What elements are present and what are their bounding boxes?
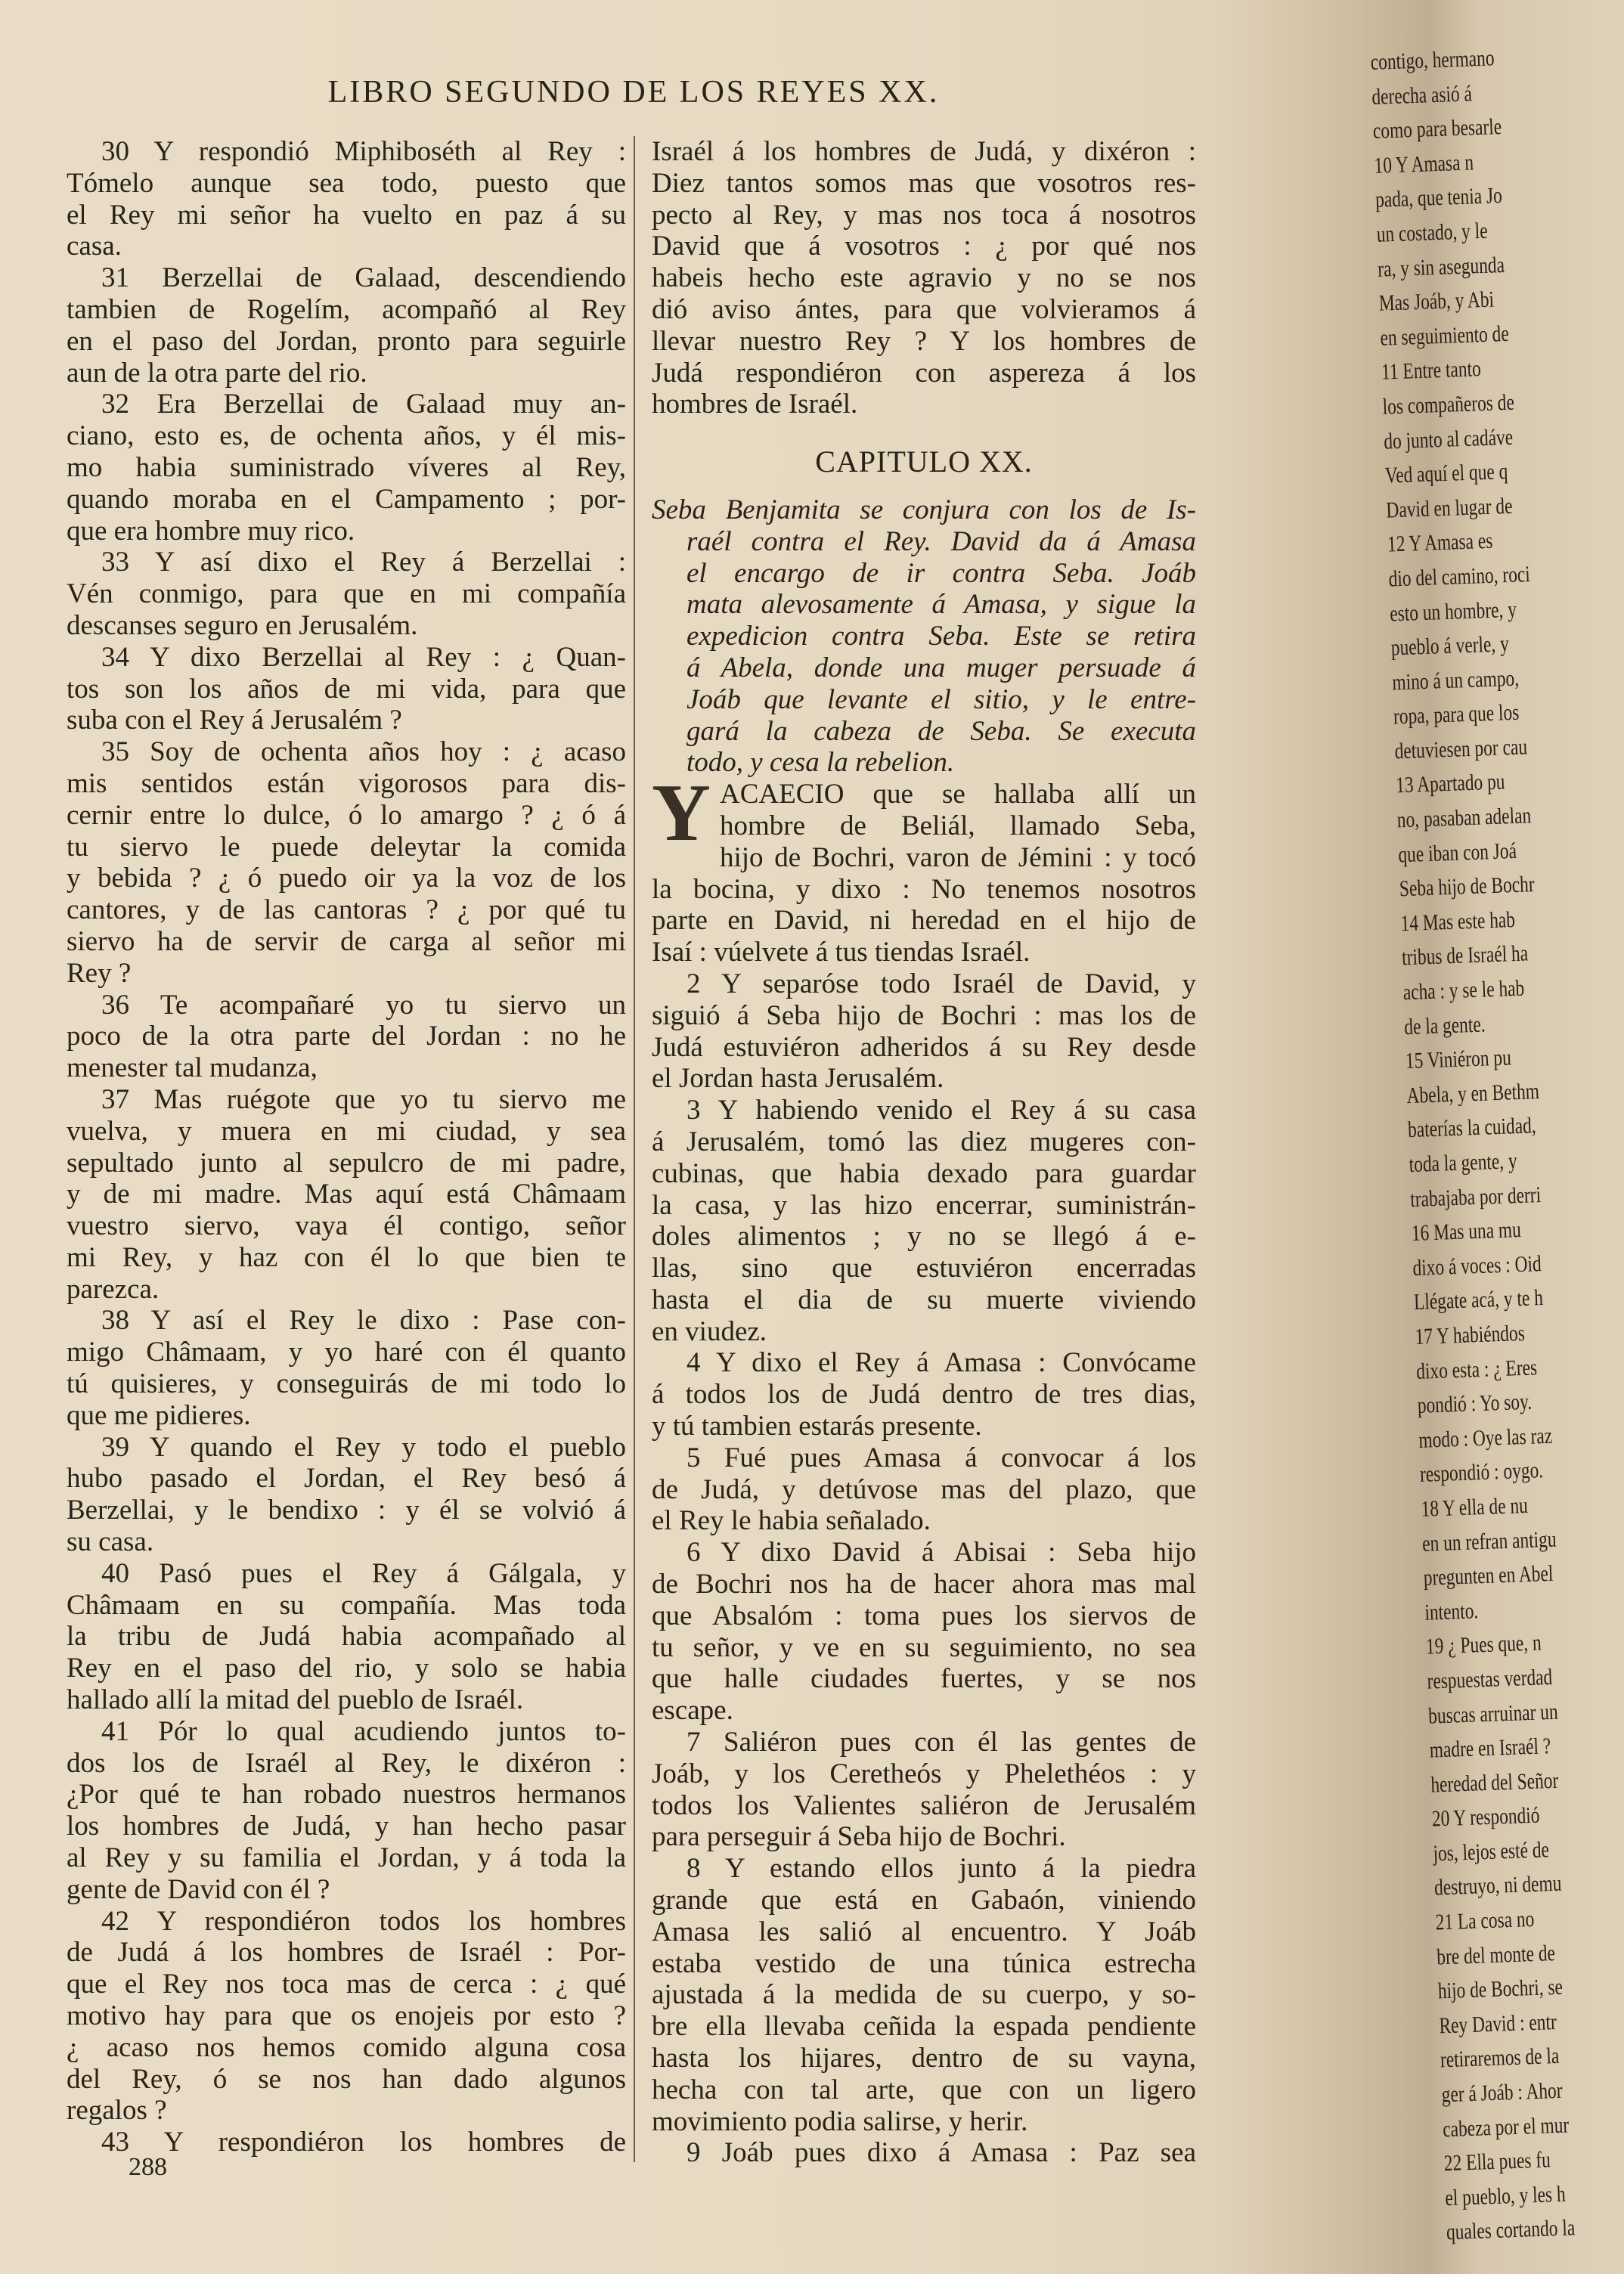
text-line: Abela, y en Bethm [1406,1078,1540,1108]
text-line: movimiento podia salirse, y herir. [652,2105,1028,2137]
text-line: estaba vestido de una túnica estrecha [652,1947,1196,1979]
text-line: habeis hecho este agravio y no se nos [652,262,1196,294]
text-line: Seba Benjamita se conjura con los de Is- [652,494,1196,525]
text-line: suba con el Rey á Jerusalém ? [67,705,402,736]
verse-paragraph [652,1347,1196,1442]
verse-paragraph [67,1305,626,1431]
text-line: 7 Saliéron pues con él las gentes de [686,1727,1196,1758]
text-line: derecha asió á [1371,80,1473,110]
text-line: 41 Pór lo qual acudiendo juntos to- [101,1715,626,1747]
text-line: quando moraba en el Campamento ; por- [67,483,626,515]
chapter-title: CAPITULO XX. [815,445,1033,479]
text-line: el Jordan hasta Jerusalém. [652,1063,944,1095]
text-line: pada, que tenia Jo [1375,183,1503,213]
text-line: Berzellai, y le bendixo : y él se volvió á [67,1495,626,1526]
text-line: 20 Y respondió [1431,1802,1540,1832]
first-verse-paragraph [652,768,1196,968]
text-line: dixo á voces : Oid [1412,1250,1542,1281]
chapter-summary [652,494,1196,779]
text-line: ciano, esto es, de ochenta años, y él mis- [67,420,626,452]
facing-page-fragment [1370,39,1624,2250]
text-line: todo, y cesa la rebelion. [686,747,955,779]
text-line: Isaí : vúelvete á tus tiendas Israél. [652,937,1030,968]
text-line: Rey ? [67,957,132,989]
text-line: no, pasaban adelan [1396,803,1532,833]
text-line: ger á Joáb : Ahor [1441,2077,1564,2108]
text-line: bre ella llevaba ceñida la espada pendiente [652,2011,1196,2043]
text-line: hombres de Israél. [652,389,858,420]
text-line: retiraremos de la [1440,2043,1560,2073]
verse-paragraph [67,736,626,989]
text-line: 32 Era Berzellai de Galaad muy an- [101,389,626,420]
verse-paragraph [652,1537,1196,1727]
verse-paragraph [652,2137,1196,2169]
text-line: ropa, para que los [1393,699,1520,730]
verse-paragraph [67,642,626,736]
text-line: en el paso del Jordan, pronto para seguirle [67,325,626,357]
text-line: ¿ acaso nos hemos comido alguna cosa [67,2031,626,2063]
text-line: Judá estuviéron adheridos á su Rey desde [652,1031,1196,1063]
text-line: la bocina, y dixo : No tenemos nosotros [652,873,1196,905]
text-line: que halle ciudades fuertes, y se nos [652,1663,1196,1695]
text-line: el encargo de ir contra Seba. Joáb [686,557,1196,589]
text-line: 14 Mas este hab [1399,906,1516,937]
text-line: ACAECIO que se hallaba allí un [720,779,1196,810]
verse-paragraph [67,1084,626,1306]
text-line: contigo, hermano [1370,45,1495,75]
verse-paragraph [652,1727,1196,1853]
text-line: tos son los años de mi vida, para que [67,673,626,705]
text-line: 35 Soy de ochenta años hoy : ¿ acaso [101,736,626,768]
text-line: gente de David con él ? [67,1873,330,1905]
text-line: baterías la cuidad, [1407,1113,1537,1143]
text-line: modo : Oye las raz [1418,1423,1553,1453]
text-line: cantores, y de las cantoras ? ¿ por qué tu [67,894,626,926]
text-line: llas, sino que estuviéron encerradas [652,1253,1196,1284]
text-line: grande que está en Gabaón, viniendo [652,1885,1196,1916]
text-line: trabajaba por derri [1409,1182,1542,1212]
text-line: bre del monte de [1436,1940,1556,1970]
text-line: tú quisieres, y conseguirás de mi todo lo [67,1368,626,1400]
verse-paragraph [67,1906,626,2127]
text-line: Diez tantos somos mas que vosotros res- [652,167,1196,199]
text-line: en viudez. [652,1315,767,1347]
text-line: 13 Apartado pu [1395,769,1505,798]
text-line: ajustada á la medida de su cuerpo, y so- [652,1979,1196,2011]
text-line: hasta los hijares, dentro de su vayna, [652,2043,1196,2074]
text-line: Châmaam en su compañía. Mas toda [67,1589,626,1621]
text-line: heredad del Señor [1430,1767,1559,1798]
text-line: acha : y se le hab [1402,975,1525,1005]
text-line: escape. [652,1695,733,1727]
text-line: Amasa les salió al encuentro. Y Joáb [652,1916,1196,1947]
text-line: que Absalóm : toma pues los siervos de [652,1600,1196,1631]
verse-paragraph [67,547,626,641]
text-line: mata alevosamente á Amasa, y sigue la [686,589,1196,621]
text-line: 30 Y respondió Miphiboséth al Rey : [101,136,626,167]
text-line: que iban con Joá [1397,838,1517,867]
text-line: 39 Y quando el Rey y todo el pueblo [101,1431,626,1463]
text-line: Vén conmigo, para que en mi compañía [67,578,626,610]
text-line: á Abela, donde una muger persuade á [686,652,1196,683]
text-line: David en lugar de [1385,493,1513,523]
text-line: hasta el dia de su muerte viviendo [652,1284,1196,1315]
text-line: migo Châmaam, y yo haré con él quanto [67,1337,626,1368]
text-line: buscas arruinar un [1427,1699,1559,1729]
text-line: Rey en el paso del rio, y solo se habia [67,1653,626,1684]
text-line: quales cortando la [1446,2215,1576,2245]
text-line: siervo ha de servir de carga al señor mi [67,925,626,957]
text-line: la casa, y las hizo encerrar, suministrán- [652,1189,1196,1221]
text-line: tu señor, y ve en su seguimiento, no sea [652,1631,1196,1663]
text-line: casa. [67,231,122,262]
continuation-paragraph [652,136,1196,420]
text-line: descanses seguro en Jerusalém. [67,609,418,641]
verse-paragraph [67,1716,626,1906]
text-line: hombre de Beliál, llamado Seba, [720,810,1196,841]
text-line: á todos los de Judá dentro de tres dias, [652,1379,1196,1411]
text-line: gará la cabeza de Seba. Se executa [686,715,1196,747]
text-line: Joáb que levante el sitio, y le entre- [686,683,1196,715]
text-line: Tómelo aunque sea todo, puesto que [67,167,626,199]
text-line: motivo hay para que os enojeis por esto ? [67,2000,626,2032]
text-line: 19 ¿ Pues que, n [1425,1630,1542,1660]
text-line: á Jerusalém, tomó las diez mugeres con- [652,1126,1196,1157]
text-line: poco de la otra parte del Jordan : no he [67,1021,626,1052]
text-line: que era hombre muy rico. [67,515,355,547]
text-line: parezca. [67,1273,160,1305]
text-line: ¿Por qué te han robado nuestros hermanos [67,1779,626,1811]
text-line: 16 Mas una mu [1411,1217,1522,1247]
text-line: tribus de Israél ha [1401,940,1529,971]
text-line: Seba hijo de Bochr [1399,872,1536,902]
text-line: tu siervo le puede deleytar la comida [67,831,626,863]
text-line: que el Rey nos toca mas de cerca : ¿ qué [67,1969,626,2000]
text-line: pecto al Rey, y mas nos toca á nosotros [652,199,1196,231]
text-line: siguió á Seba hijo de Bochri : mas los de [652,999,1196,1031]
verse-paragraph [652,968,1196,1095]
text-line: Ved aquí el que q [1384,459,1508,488]
text-line: 42 Y respondiéron todos los hombres [101,1905,626,1937]
text-line: hijo de Bochri, varon de Jémini : y tocó [720,841,1196,873]
text-line: 37 Mas ruégote que yo tu siervo me [101,1083,626,1115]
text-line: parte en David, ni heredad en el hijo de [652,905,1196,937]
text-line: 36 Te acompañaré yo tu siervo un [101,989,626,1021]
text-line: del Rey, ó se nos han dado algunos [67,2063,626,2095]
text-line: Israél á los hombres de Judá, y dixéron : [652,136,1196,167]
text-line: respondió : oygo. [1419,1458,1544,1488]
text-line: 4 Y dixo el Rey á Amasa : Convócame [686,1347,1196,1379]
running-header: LIBRO SEGUNDO DE LOS REYES XX. [327,75,940,110]
text-line: 6 Y dixo David á Abisai : Seba hijo [686,1537,1196,1569]
text-line: en un refran antigu [1421,1526,1557,1557]
text-line: toda la gente, y [1409,1148,1518,1178]
text-line: 33 Y así dixo el Rey á Berzellai : [101,547,626,578]
text-line: pueblo á verle, y [1390,631,1510,661]
text-line: Mas Joáb, y Abi [1378,287,1495,316]
text-line: David que á vosotros : ¿ por qué nos [652,231,1196,262]
text-line: 38 Y así el Rey le dixo : Pase con- [101,1305,626,1337]
verse-paragraph [652,1442,1196,1537]
text-line: sepultado junto al sepulcro de mi padre, [67,1147,626,1179]
text-line: dió aviso ántes, para que volvieramos á [652,293,1196,325]
text-line: un costado, y le [1376,218,1489,247]
column-divider [634,136,635,2162]
text-line: como para besarle [1372,114,1502,144]
verse-paragraph [67,389,626,547]
text-line: regalos ? [67,2095,167,2127]
text-line: 8 Y estando ellos junto á la piedra [686,1853,1196,1885]
right-column [652,136,1196,2169]
text-line: intento. [1424,1597,1479,1625]
text-line: Rey David : entr [1438,2009,1557,2039]
verse-paragraph [67,262,626,389]
text-line: vuelva, y muera en mi ciudad, y sea [67,1115,626,1147]
text-line: Llégate acá, y te h [1413,1285,1544,1315]
text-line: 18 Y ella de nu [1421,1492,1529,1522]
text-line: el pueblo, y les h [1444,2181,1567,2211]
text-line: expedicion contra Seba. Este se retira [686,621,1196,652]
text-line: los hombres de Judá, y han hecho pasar [67,1811,626,1842]
text-line: 12 Y Amasa es [1387,528,1493,557]
text-line: Joáb, y los Ceretheós y Phelethéos : y [652,1758,1196,1789]
text-line: el Rey mi señor ha vuelto en paz á su [67,199,626,231]
text-line: vuestro siervo, vaya él contigo, señor [67,1210,626,1242]
text-line: menester tal mudanza, [67,1052,318,1084]
text-line: mino á un campo, [1391,665,1520,696]
text-line: 40 Pasó pues el Rey á Gálgala, y [101,1557,626,1589]
text-line: 5 Fué pues Amasa á convocar á los [686,1442,1196,1473]
text-line: todos los Valientes saliéron de Jerusalém [652,1789,1196,1821]
text-line: los compañeros de [1382,389,1515,420]
text-line: dixo esta : ¿ Eres [1415,1354,1538,1384]
text-line: llevar nuestro Rey ? Y los hombres de [652,325,1196,357]
text-line: 10 Y Amasa n [1373,150,1474,178]
text-line: que me pidieres. [67,1399,251,1431]
text-line: aun de la otra parte del rio. [67,357,367,389]
text-line: mis sentidos están vigorosos para dis- [67,767,626,799]
text-line: la tribu de Judá habia acompañado al [67,1621,626,1653]
text-line: dio del camino, roci [1388,561,1531,592]
text-line: destruyo, ni demu [1433,1871,1562,1901]
text-line: esto un hombre, y [1389,596,1517,627]
text-line: dos los de Israél al Rey, le dixéron : [67,1747,626,1779]
text-line: para perseguir á Seba hijo de Bochri. [652,1821,1066,1853]
text-line: hallado allí la mitad del pueblo de Israél. [67,1684,524,1716]
text-line: detuviesen por cau [1394,734,1528,764]
text-line: de la gente. [1403,1012,1486,1039]
text-line: do junto al cadáve [1383,424,1514,454]
page-number: 288 [129,2153,167,2181]
text-line: de Judá á los hombres de Israél : Por- [67,1937,626,1969]
text-line: pregunten en Abel [1423,1560,1554,1591]
text-line: 22 Ella pues fu [1443,2147,1551,2176]
text-line: mo habia suministrado víveres al Rey, [67,451,626,483]
text-line: madre en Israél ? [1429,1733,1551,1763]
text-line: 21 La cosa no [1435,1907,1535,1935]
text-line: al Rey y su familia el Jordan, y á toda la [67,1842,626,1874]
text-line: 9 Joáb pues dixo á Amasa : Paz sea [686,2137,1196,2169]
text-line: hijo de Bochri, se [1437,1974,1564,2004]
text-line: cabeza por el mur [1442,2112,1570,2142]
text-line: hecha con tal arte, que con un ligero [652,2074,1196,2105]
drop-cap: Y [652,768,711,859]
text-line: y tú tambien estarás presente. [652,1411,982,1442]
verse-paragraph [67,1432,626,1558]
text-line: su casa. [67,1526,154,1558]
verse-paragraph [652,1095,1196,1347]
verse-paragraph [652,1853,1196,2137]
text-line: 3 Y habiendo venido el Rey á su casa [686,1095,1196,1126]
text-line: jos, lejos esté de [1432,1837,1550,1867]
text-line: y bebida ? ¿ ó puedo oir ya la voz de los [67,863,626,894]
text-line: 17 Y habiéndos [1415,1320,1526,1349]
text-line: tambien de Rogelím, acompañó al Rey [67,293,626,325]
text-line: el Rey le habia señalado. [652,1505,931,1537]
left-column [67,136,626,2158]
text-line: 2 Y separóse todo Israél de David, y [686,968,1196,999]
text-line: cubinas, que habia dexado para guardar [652,1157,1196,1189]
text-line: 34 Y dixo Berzellai al Rey : ¿ Quan- [101,641,626,673]
text-line: hubo pasado el Jordan, el Rey besó á [67,1463,626,1495]
text-line: mi Rey, y haz con él lo que bien te [67,1241,626,1273]
verse-list [652,968,1196,2169]
text-line: doles alimentos ; y no se llegó á e- [652,1221,1196,1253]
text-line: de Judá, y detúvose mas del plazo, que [652,1473,1196,1505]
text-line: en seguimiento de [1379,321,1510,351]
verse-paragraph [67,136,626,262]
text-line: y de mi madre. Mas aquí está Châmaam [67,1179,626,1210]
text-line: 11 Entre tanto [1381,356,1482,386]
text-line: cernir entre lo dulce, ó lo amargo ? ¿ ó á [67,799,626,831]
text-line: pondió : Yo soy. [1417,1389,1533,1419]
text-line: ra, y sin asegunda [1377,252,1505,282]
text-line: Judá respondiéron con aspereza á los [652,357,1196,389]
text-line: de Bochri nos ha de hacer ahora mas mal [652,1569,1196,1600]
text-line: 43 Y respondiéron los hombres de [101,2127,626,2158]
verse-paragraph [67,990,626,1084]
text-line: 15 Viniéron pu [1405,1045,1512,1074]
text-line: raél contra el Rey. David da á Amasa [686,525,1196,557]
verse-paragraph [67,1558,626,1716]
text-line: 31 Berzellai de Galaad, descendiendo [101,262,626,294]
text-line: respuestas verdad [1426,1664,1553,1694]
